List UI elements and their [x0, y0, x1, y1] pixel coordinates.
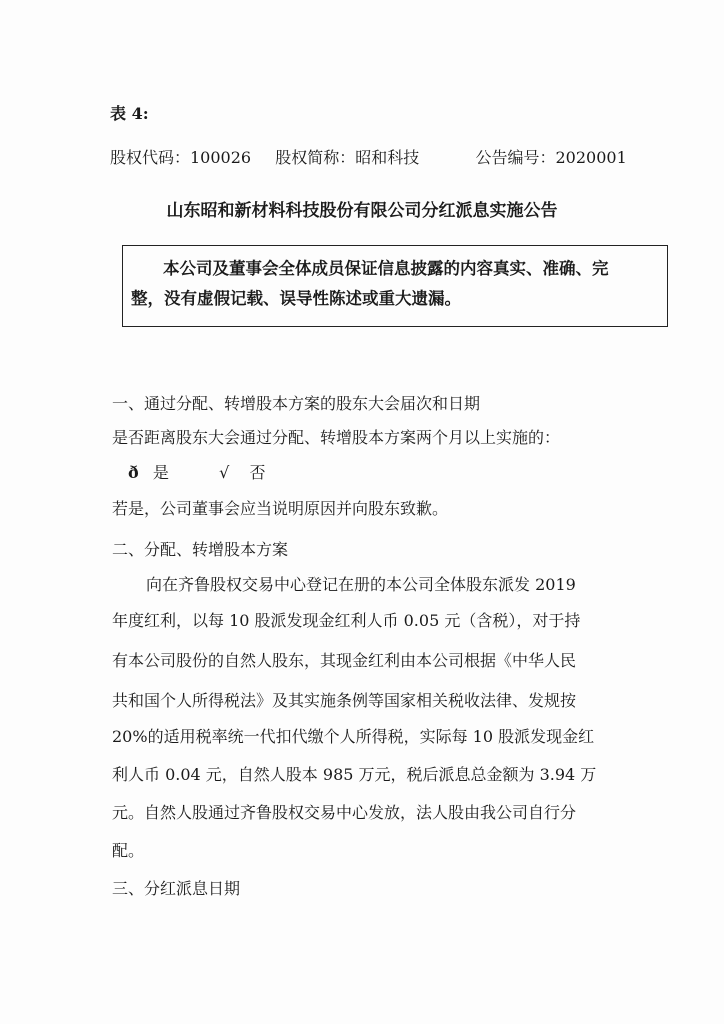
section-1-note: 若是，公司董事会应当说明原因并向股东致歉。 — [112, 499, 449, 518]
section-2-line: 配。 — [112, 841, 145, 860]
option-no-mark: √ — [219, 463, 230, 482]
stock-short-name: 股权简称：昭和科技 — [275, 148, 420, 167]
notice-number: 公告编号：2020001 — [475, 148, 627, 167]
disclaimer-line-1: 本公司及董事会全体成员保证信息披露的内容真实、准确、完 — [163, 259, 609, 278]
document-title: 山东昭和新材料科技股份有限公司分红派息实施公告 — [166, 201, 558, 221]
section-2-line: 年度红利，以每 10 股派发现金红利人币 0.05 元（含税），对于持 — [112, 611, 581, 630]
stock-code: 股权代码：100026 — [110, 148, 252, 167]
section-2-line: 利人币 0.04 元，自然人股本 985 万元，税后派息总金额为 3.94 万 — [112, 765, 597, 784]
disclaimer-line-2: 整，没有虚假记载、误导性陈述或重大遗漏。 — [131, 289, 461, 308]
section-3-heading: 三、分红派息日期 — [112, 879, 241, 898]
section-1-question: 是否距离股东大会通过分配、转增股本方案两个月以上实施的： — [112, 428, 561, 447]
section-2-line: 有本公司股份的自然人股东，其现金红利由本公司根据《中华人民 — [112, 651, 577, 670]
section-2-heading: 二、分配、转增股本方案 — [112, 540, 289, 559]
section-2-line: 20%的适用税率统一代扣代缴个人所得税，实际每 10 股派发现金红 — [112, 727, 595, 746]
section-2-line: 共和国个人所得税法》及其实施条例等国家相关税收法律、发规按 — [112, 691, 577, 710]
section-2-line: 向在齐鲁股权交易中心登记在册的本公司全体股东派发 2019 — [146, 575, 576, 594]
option-no-label: 否 — [249, 463, 266, 482]
option-yes-mark: ð — [128, 463, 139, 482]
disclaimer-box — [122, 245, 668, 327]
yes-no-options — [128, 462, 265, 484]
section-2-line: 元。自然人股通过齐鲁股权交易中心发放，法人股由我公司自行分 — [112, 803, 577, 822]
table-label: 表 4: — [110, 104, 149, 123]
announcement-header — [110, 147, 627, 169]
section-1-heading: 一、通过分配、转增股本方案的股东大会届次和日期 — [112, 394, 481, 413]
option-yes-label: 是 — [152, 463, 169, 482]
